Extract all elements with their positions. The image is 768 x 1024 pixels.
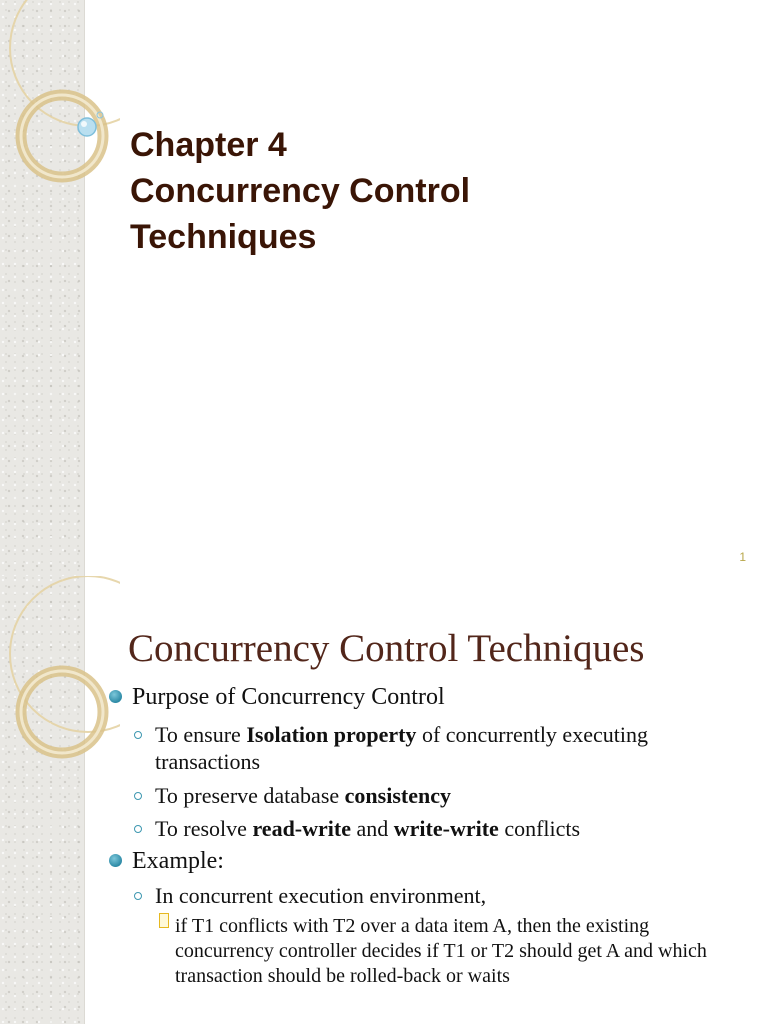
bold-run: consistency <box>344 783 451 808</box>
text-run: In concurrent execution environment, <box>155 883 487 908</box>
bullet-text: Example: <box>132 848 224 874</box>
bold-run: read-write <box>252 816 351 841</box>
bold-run: write-write <box>393 816 499 841</box>
title-line-chapter: Chapter 4 <box>130 126 287 164</box>
missing-glyph-icon <box>159 913 169 928</box>
text-run: To preserve database <box>155 783 345 808</box>
text-run: of concurrently executing transactions <box>155 722 648 774</box>
title-line-concurrency-control: Concurrency Control <box>130 172 471 210</box>
title-line-techniques: Techniques <box>130 218 317 256</box>
sub-bullet-icon <box>134 792 142 800</box>
sub-bullet-icon <box>134 825 142 833</box>
text-run: To resolve <box>155 816 253 841</box>
bullet-text: Purpose of Concurrency Control <box>132 684 445 710</box>
list-item <box>175 914 745 989</box>
decorative-rings-icon <box>0 0 120 220</box>
bullet-icon <box>109 854 122 867</box>
list-item <box>155 815 745 842</box>
bullet-icon <box>109 690 122 703</box>
list-item <box>155 882 745 909</box>
slide-1-title <box>130 122 470 260</box>
list-item <box>155 782 745 809</box>
list-item <box>132 848 224 875</box>
slide-number: 1 <box>739 550 746 564</box>
text-run: if T1 conflicts with T2 over a data item A, then the existing concurrency controller decides if T1 or T2 should get A and which transaction should be rolled-back or waits <box>175 915 707 987</box>
text-run: conflicts <box>498 816 581 841</box>
decorative-rings-icon <box>0 576 120 796</box>
list-item <box>155 721 745 775</box>
slide-2 <box>0 576 768 1024</box>
bold-run: Isolation property <box>246 722 417 747</box>
text-run: To ensure <box>155 722 247 747</box>
sub-bullet-icon <box>134 892 142 900</box>
slide-2-title: Concurrency Control Techniques <box>128 627 645 670</box>
text-run: and <box>351 816 394 841</box>
list-item <box>132 684 445 711</box>
sub-bullet-icon <box>134 731 142 739</box>
